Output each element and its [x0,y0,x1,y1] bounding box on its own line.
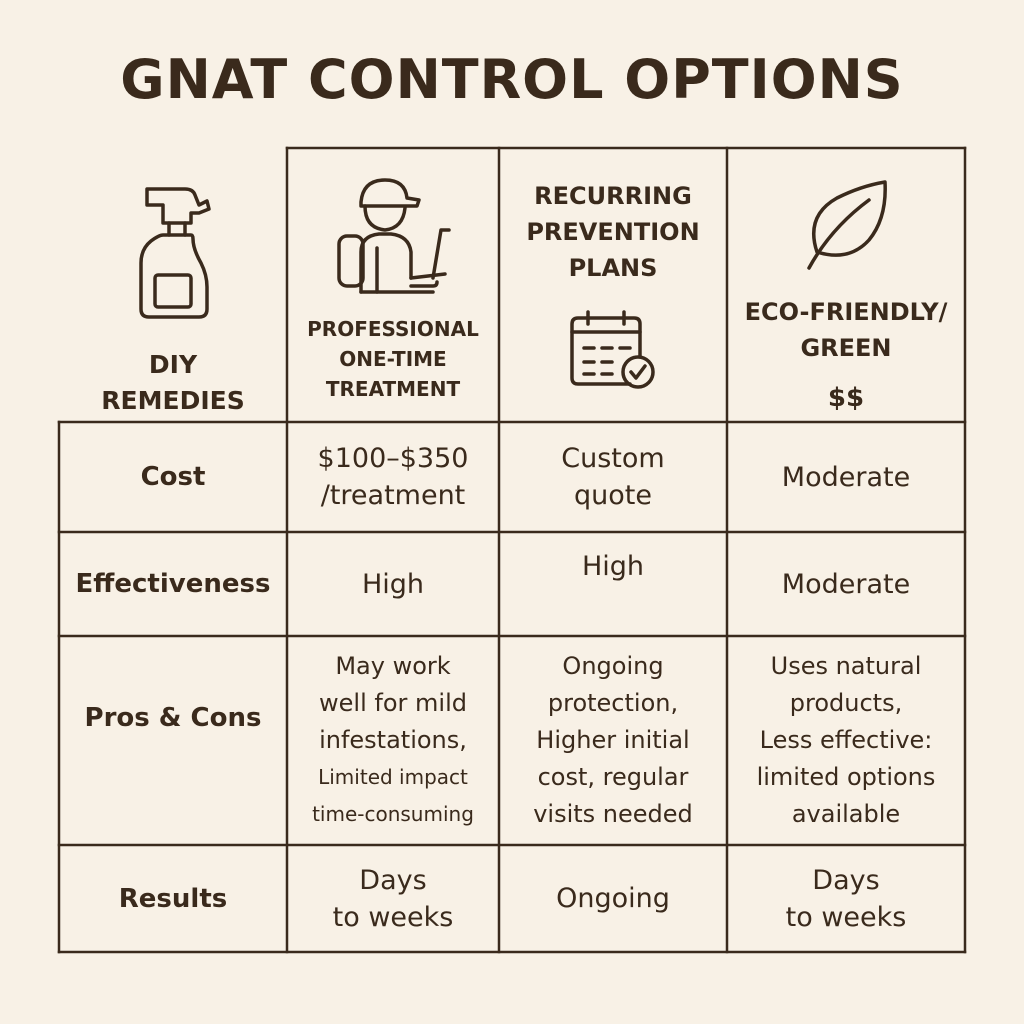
cell-line: Moderate [781,568,911,600]
cell-line: products, [789,689,903,717]
cell-line: May work [335,652,451,680]
column-header-label: RECURRING [534,182,692,210]
cell-line: limited options [756,763,936,791]
row-label-text: Results [118,883,228,914]
cell-line: Ongoing [562,652,664,680]
table-cell [289,847,497,950]
page-title: GNAT CONTROL OPTIONS [120,48,904,111]
column-header-label: TREATMENT [325,377,461,401]
cell-line: to weeks [785,901,907,933]
cell-line: visits needed [533,800,693,828]
row-label-text: Cost [140,462,206,492]
table-cell [729,638,963,843]
cell-line: infestations, [319,726,467,754]
table-cell [729,847,963,950]
cell-line: well for mild [319,689,467,717]
row-label-cost [61,424,285,530]
cell-line: Ongoing [556,883,670,914]
cell-line: Custom [561,443,665,474]
table-cell [729,424,963,530]
cell-line: quote [574,480,652,511]
column-header-label: ECO-FRIENDLY/ [744,298,948,326]
cell-line: cost, regular [537,763,689,791]
column-header-label: GREEN [800,334,892,362]
column-header-eco [729,150,963,420]
row-label-results [61,847,285,950]
price-indicator: $$ [827,383,865,413]
column-header-label: ONE-TIME [339,347,447,371]
table-cell [289,638,497,843]
cell-line: to weeks [332,901,454,933]
row-label-text: Effectiveness [75,569,271,599]
row-label-effectiveness [61,534,285,634]
table-cell [501,534,725,634]
column-header-label: REMEDIES [101,386,245,415]
column-header-label: PLANS [568,254,658,282]
column-header-diy [59,165,287,415]
table-cell [501,424,725,530]
cell-line: Less effective: [759,726,933,754]
spray-bottle-icon [133,183,213,323]
table-cell [501,638,725,843]
row-label-pros-cons [61,638,285,798]
cell-line: $100–$350 [317,443,469,474]
column-header-label: PREVENTION [526,218,700,246]
cell-line: High [581,551,645,582]
cell-line: Days [359,864,427,896]
cell-line: protection, [547,689,679,717]
table-cell [501,847,725,950]
table-cell [289,534,497,634]
cell-line: Days [812,864,880,896]
cell-line: available [791,800,901,828]
cell-line: High [361,568,425,600]
leaf-icon [801,178,891,272]
row-label-text: Pros & Cons [84,703,262,733]
column-header-label: PROFESSIONAL [307,317,479,341]
column-header-label: DIY [148,350,198,379]
cell-line: /treatment [320,480,466,511]
table-cell [289,424,497,530]
table-cell [729,534,963,634]
column-header-recurring [501,150,725,420]
column-header-professional [289,150,497,420]
cell-line: Uses natural [770,652,922,680]
exterminator-icon [333,174,453,296]
calendar-check-icon [568,308,658,392]
cell-line: Higher initial [536,726,690,754]
cell-line: Limited impact [318,765,468,789]
cell-line: Moderate [781,461,911,493]
cell-line: time-consuming [312,802,474,826]
